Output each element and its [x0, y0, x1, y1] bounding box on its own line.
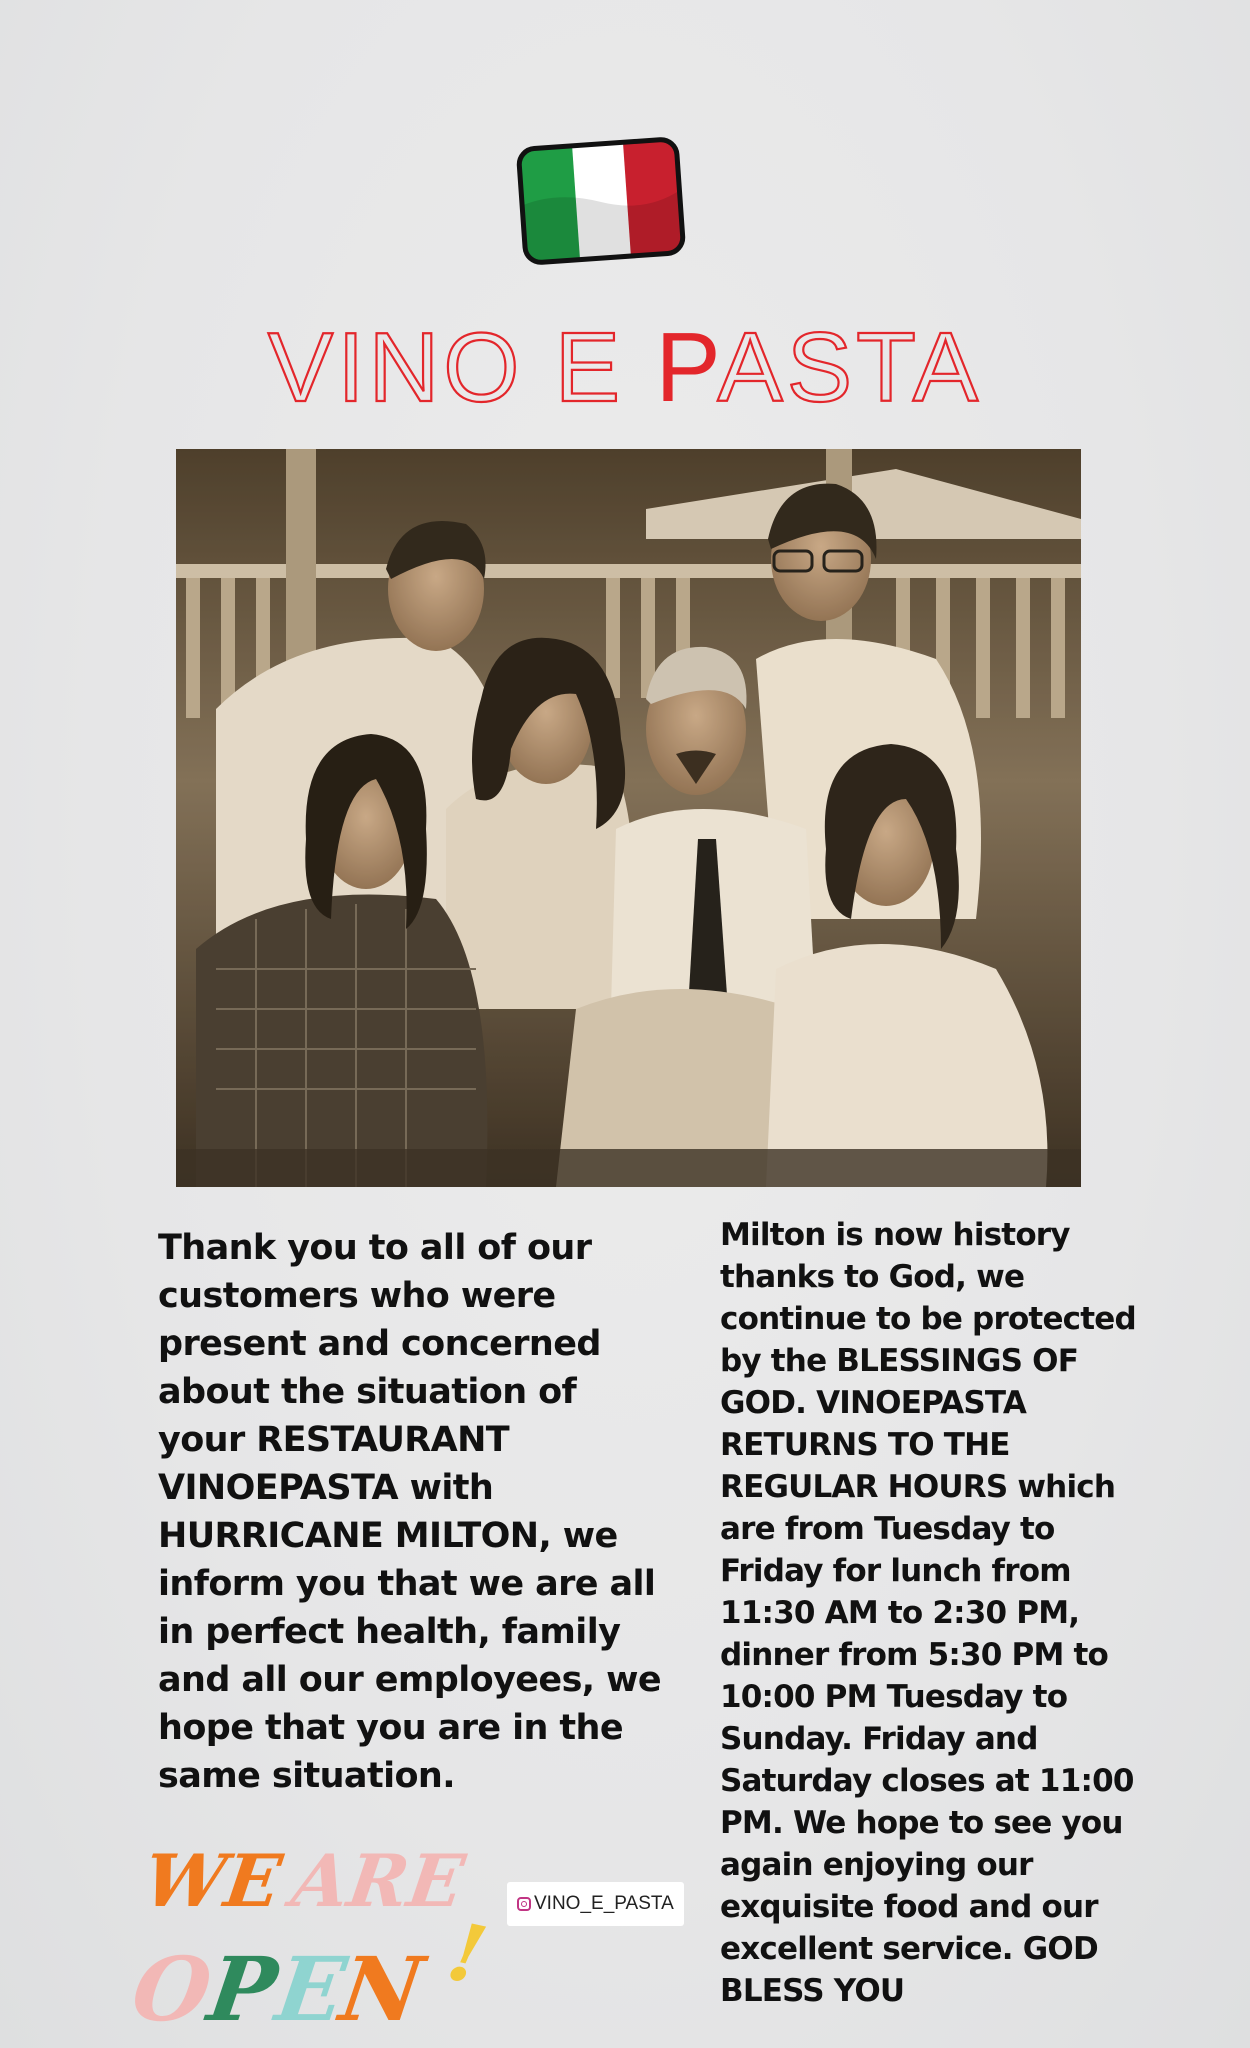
sticker-p: P	[202, 1937, 284, 2041]
we-are-open-sticker	[126, 1830, 510, 2041]
instagram-handle-text: VINO_E_PASTA	[534, 1893, 674, 1914]
italian-flag-icon	[514, 134, 688, 267]
sticker-exclamation: !	[440, 1903, 494, 2004]
instagram-handle[interactable]	[507, 1882, 684, 1926]
thank-you-message: Thank you to all of our customers who were present and concerned about the situation of your RESTAURANT VINOEPASTA with HURRICANE MILTON, we inform you that we are all in perfect health, family and all our employees, we hope that you are in the same situation.	[158, 1228, 661, 1796]
brand-title-start: VINO E	[267, 312, 656, 422]
sticker-are: ARE	[286, 1839, 470, 1924]
hours-announcement: Milton is now history thanks to God, we continue to be protected by the BLESSINGS OF GOD. VINOEPASTA RETURNS TO THE REGULAR HOURS which are from Tuesday to Friday for lunch from 11:30 AM to 2:30 PM, dinner from 5:30 PM to 10:00 PM Tuesday to Sunday. Friday and Saturday closes at 11:00 PM. We hope to see you again enjoying our exquisite food and our excellent service. GOD BLESS YOU	[720, 1217, 1136, 2009]
sticker-o: O	[126, 1937, 218, 2041]
brand-title	[0, 312, 1250, 422]
brand-title-p: P	[655, 312, 718, 422]
family-photo	[176, 449, 1081, 1187]
sticker-we: WE	[138, 1839, 287, 1924]
brand-title-rest: ASTA	[717, 312, 983, 422]
instagram-icon	[517, 1897, 531, 1911]
sticker-e: E	[270, 1937, 352, 2041]
sticker-n: N	[334, 1937, 430, 2041]
